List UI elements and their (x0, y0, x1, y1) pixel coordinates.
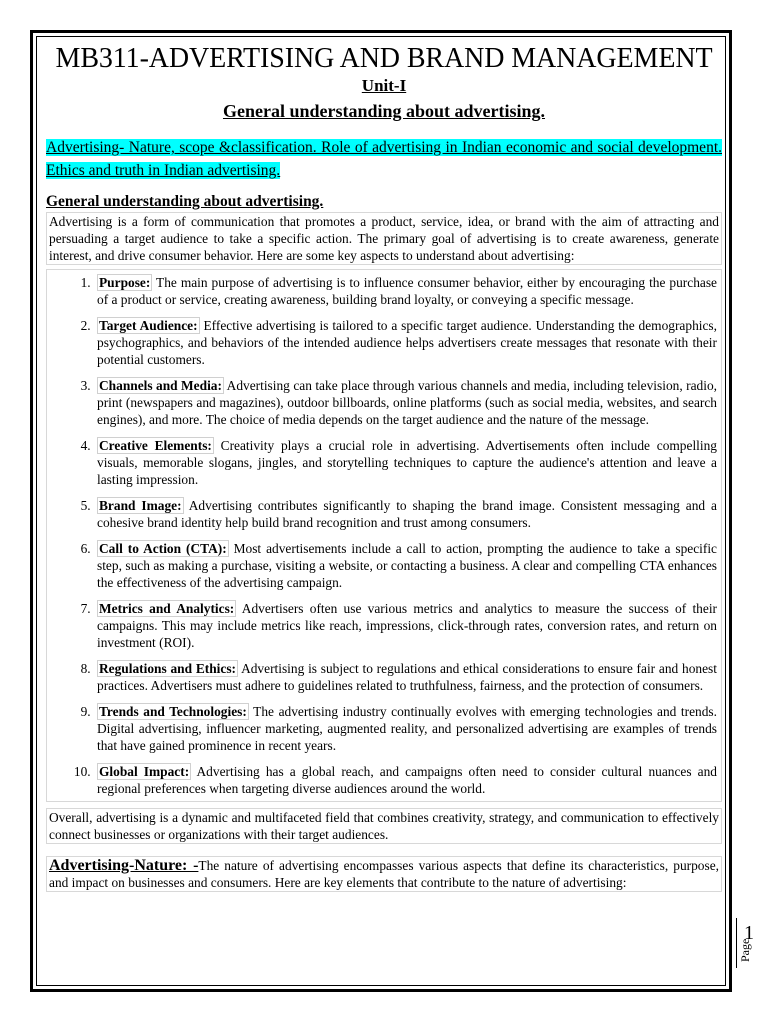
aspect-term: Metrics and Analytics: (99, 601, 235, 616)
aspect-text: Advertising can take place through various channels and media, including television, radio, print (newspapers and magazines), outdoor billboards, online platforms (such as social media, websites, and search engines), and more. The choice of media depends on the target audience and the nature of the message. (97, 378, 717, 427)
aspect-text: The main purpose of advertising is to influence consumer behavior, either by encouraging the purchase of a product or service, creating awareness, building brand loyalty, or conveying a specific message. (97, 275, 717, 307)
aspect-text: Effective advertising is tailored to a specific target audience. Understanding the demographics, psychographics, and behaviors of the intended audience helps advertisers create messages that resonate with their potential customers. (97, 318, 717, 367)
list-item (94, 763, 717, 797)
aspect-term: Brand Image: (99, 498, 182, 513)
list-item (94, 497, 717, 531)
closing-paragraph: Overall, advertising is a dynamic and multifaceted field that combines creativity, strategy, and communication to effectively connect businesses or organizations with their target audiences. (46, 808, 722, 844)
document-subtitle: General understanding about advertising. (222, 101, 546, 121)
aspect-term: Global Impact: (99, 764, 190, 779)
aspects-list (47, 274, 717, 797)
section-heading: General understanding about advertising. (46, 193, 324, 210)
aspect-term: Creative Elements: (99, 438, 212, 453)
list-item (94, 377, 717, 428)
syllabus-text: Advertising- Nature, scope &classification. Role of advertising in Indian economic and social development. Ethics and truth in Indian advertising. (46, 139, 722, 179)
page-number-divider (736, 918, 737, 968)
document-title: MB311-ADVERTISING AND BRAND MANAGEMENT (55, 43, 713, 74)
aspect-text: Advertising contributes significantly to shaping the brand image. Consistent messaging and a cohesive brand identity help build brand recognition and trust among consumers. (97, 498, 717, 530)
list-item (94, 274, 717, 308)
page-label: Page (738, 938, 752, 962)
list-item (94, 437, 717, 488)
page-number: 1 (744, 922, 754, 944)
unit-label: Unit-I (361, 76, 407, 95)
list-item (94, 317, 717, 368)
aspect-text: Advertising has a global reach, and campaigns often need to consider cultural nuances and regional preferences when targeting diverse audiences around the world. (97, 764, 717, 796)
aspect-term: Call to Action (CTA): (99, 541, 227, 556)
nature-text: The nature of advertising encompasses various aspects that define its characteristics, purpose, and impact on businesses and consumers. Here are key elements that contribute to the nature of advertising: (49, 858, 719, 890)
nature-heading: Advertising-Nature: - (49, 857, 199, 874)
aspect-text: The advertising industry continually evolves with emerging technologies and trends. Digital advertising, influencer marketing, augmented reality, and personalized advertising are examples of trends that have gained prominence in recent years. (97, 704, 717, 753)
aspect-term: Trends and Technologies: (99, 704, 247, 719)
syllabus-highlight (46, 136, 722, 182)
aspect-text: Creativity plays a crucial role in advertising. Advertisements often include compelling visuals, memorable slogans, jingles, and storytelling techniques to capture the audience's attention and leave a lasting impression. (97, 438, 717, 487)
page-content (46, 40, 722, 892)
aspect-term: Purpose: (99, 275, 151, 290)
aspect-text: Advertising is subject to regulations and ethical considerations to ensure fair and honest practices. Advertisers must adhere to guidelines related to truthfulness, fairness, and the protection of consumers. (97, 661, 717, 693)
intro-paragraph: Advertising is a form of communication that promotes a product, service, idea, or brand with the aim of attracting and persuading a target audience to take a specific action. The primary goal of advertising is to create awareness, generate interest, and drive consumer behavior. Here are some key aspects to understand about advertising: (46, 212, 722, 265)
aspect-text: Advertisers often use various metrics and analytics to measure the success of their campaigns. This may include metrics like reach, impressions, click-through rates, conversion rates, and return on investment (ROI). (97, 601, 717, 650)
aspects-list-box (46, 269, 722, 802)
aspect-term: Target Audience: (99, 318, 198, 333)
list-item (94, 703, 717, 754)
aspect-term: Regulations and Ethics: (99, 661, 237, 676)
nature-paragraph (46, 856, 722, 892)
aspect-text: Most advertisements include a call to action, prompting the audience to take a specific step, such as making a purchase, visiting a website, or contacting a business. A clear and compelling CTA enhances the effectiveness of the advertising campaign. (97, 541, 718, 590)
list-item (94, 660, 717, 694)
aspect-term: Channels and Media: (99, 378, 222, 393)
list-item (94, 600, 717, 651)
list-item (94, 540, 717, 591)
